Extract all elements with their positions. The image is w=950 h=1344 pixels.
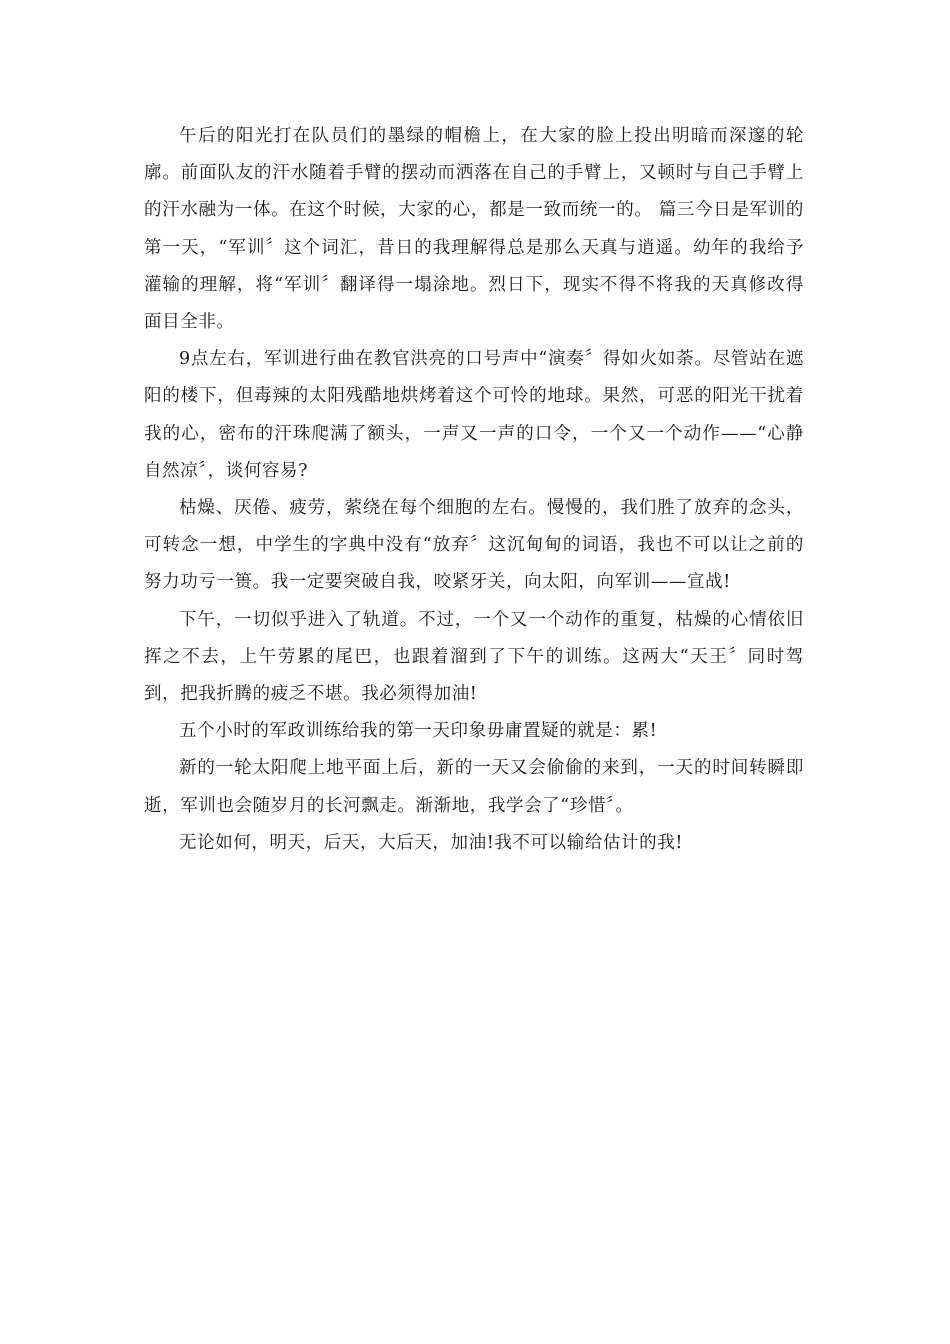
paragraph-3: 枯燥、厌倦、疲劳，萦绕在每个细胞的左右。慢慢的，我们胜了放弃的念头，可转念一想，中学生的字典中没有“放弃〞这沉甸甸的词语，我也不可以让之前的努力功亏一篑。我一定要突破自我，咬紧牙关，向太阳，向军训——宣战! [144, 498, 804, 593]
paragraph-4: 下午，一切似乎进入了轨道。不过，一个又一个动作的重复，枯燥的心情依旧挥之不去，上午劳累的尾巴，也跟着溜到了下午的训练。这两大“天王〞同时驾到，把我折腾的疲乏不堪。我必须得加油! [144, 609, 804, 705]
document-body [144, 118, 804, 862]
paragraph-1: 午后的阳光打在队员们的墨绿的帽檐上，在大家的脸上投出明暗而深邃的轮廓。前面队友的汗水随着手臂的摆动而洒落在自己的手臂上，又顿时与自己手臂上的汗水融为一体。在这个时候，大家的心，都是一致而统一的。 篇三今日是军训的第一天，“军训〞这个词汇，昔日的我理解得总是那么天真与逍遥。幼年的我给予灌输的理解，将“军训〞翻译得一塌涂地。烈日下，现实不得不将我的天真修改得面目全非。 [144, 126, 804, 333]
paragraph-6: 新的一轮太阳爬上地平面上后，新的一天又会偷偷的来到，一天的时间转瞬即逝，军训也会随岁月的长河飘走。渐渐地，我学会了“珍惜〞。 [144, 758, 804, 816]
paragraph-2: 9点左右，军训进行曲在教官洪亮的口号声中“演奏〞得如火如荼。尽管站在遮阳的楼下，但毒辣的太阳残酷地烘烤着这个可怜的地球。果然，可恶的阳光干扰着我的心，密布的汗珠爬满了额头，一声又一声的口令，一个又一个动作——“心静自然凉〞，谈何容易? [144, 349, 804, 481]
paragraph-7: 无论如何，明天，后天，大后天，加油!我不可以输给估计的我! [179, 832, 683, 853]
paragraph-5: 五个小时的军政训练给我的第一天印象毋庸置疑的就是：累! [179, 721, 658, 742]
